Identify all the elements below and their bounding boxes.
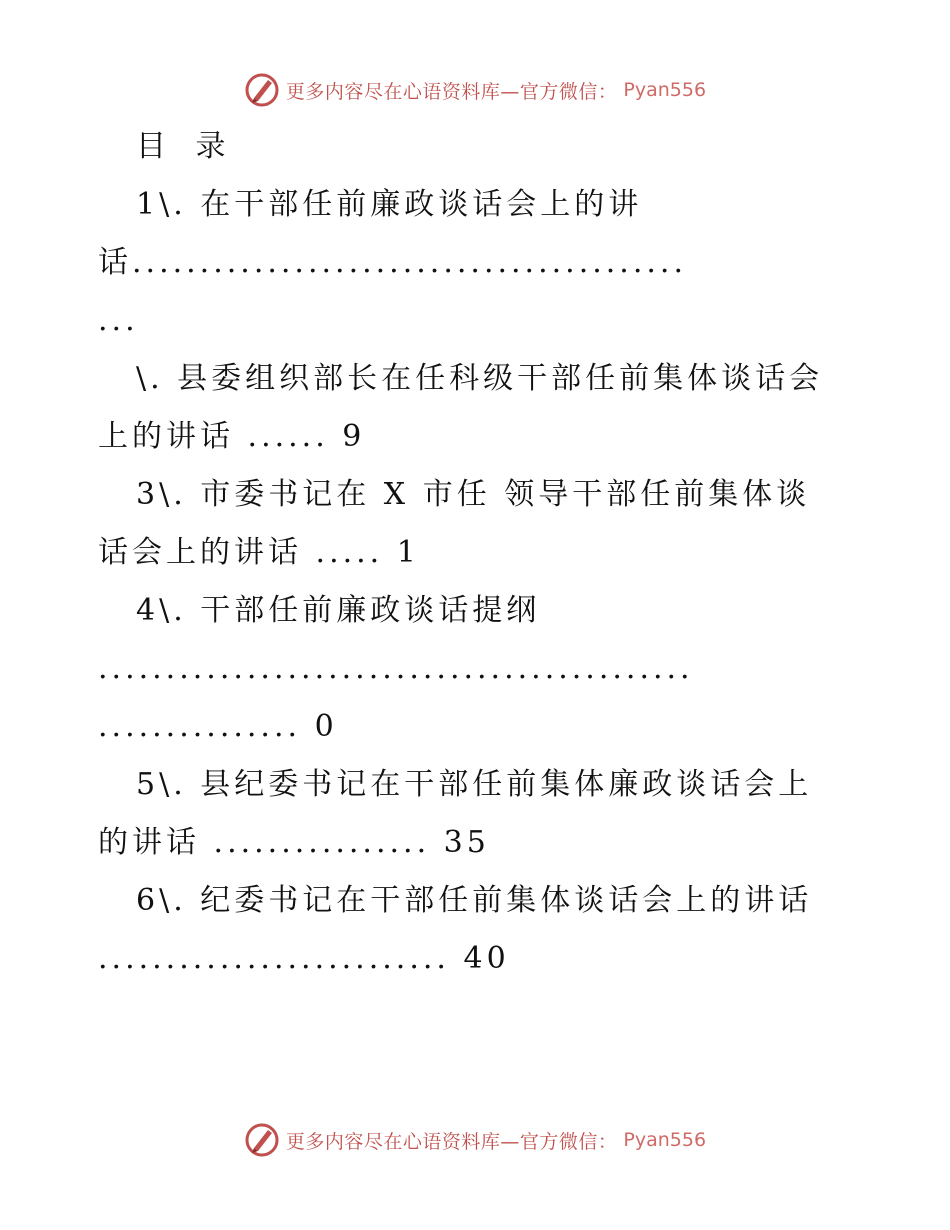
toc-title: 目 录 (136, 129, 236, 164)
toc-line: 上的讲话 ...... 9 (98, 419, 366, 454)
toc-line: ... (98, 303, 139, 338)
toc-line: ............................................ (98, 651, 694, 686)
header-banner-text: 更多内容尽在心语资料库—官方微信： (285, 80, 618, 103)
header-banner (0, 70, 950, 110)
toc-line: .......................... 40 (98, 941, 510, 976)
header-banner-wechat: Pyan556 (623, 79, 707, 101)
toc-line: 4\. 干部任前廉政谈话提纲 (136, 593, 541, 628)
toc-line: 话......................................... (98, 245, 687, 280)
pen-logo-icon (244, 72, 280, 108)
table-of-contents (98, 118, 858, 988)
toc-line: 5\. 县纪委书记在干部任前集体廉政谈话会上 (136, 767, 813, 802)
footer-banner-wechat: Pyan556 (623, 1129, 707, 1151)
footer-banner-text: 更多内容尽在心语资料库—官方微信： (285, 1130, 618, 1153)
toc-line: 话会上的讲话 ..... 1 (98, 535, 420, 570)
toc-line: ............... 0 (98, 709, 338, 744)
toc-line: 6\. 纪委书记在干部任前集体谈话会上的讲话 (136, 883, 813, 918)
pen-logo-icon (244, 1122, 280, 1158)
toc-line: 1\. 在干部任前廉政谈话会上的讲 (136, 187, 643, 222)
footer-banner (0, 1120, 950, 1160)
toc-line: \. 县委组织部长在任科级干部任前集体谈话会 (136, 361, 824, 396)
toc-line: 的讲话 ................ 35 (98, 825, 490, 860)
toc-line: 3\. 市委书记在 X 市任 领导干部任前集体谈 (136, 477, 811, 512)
